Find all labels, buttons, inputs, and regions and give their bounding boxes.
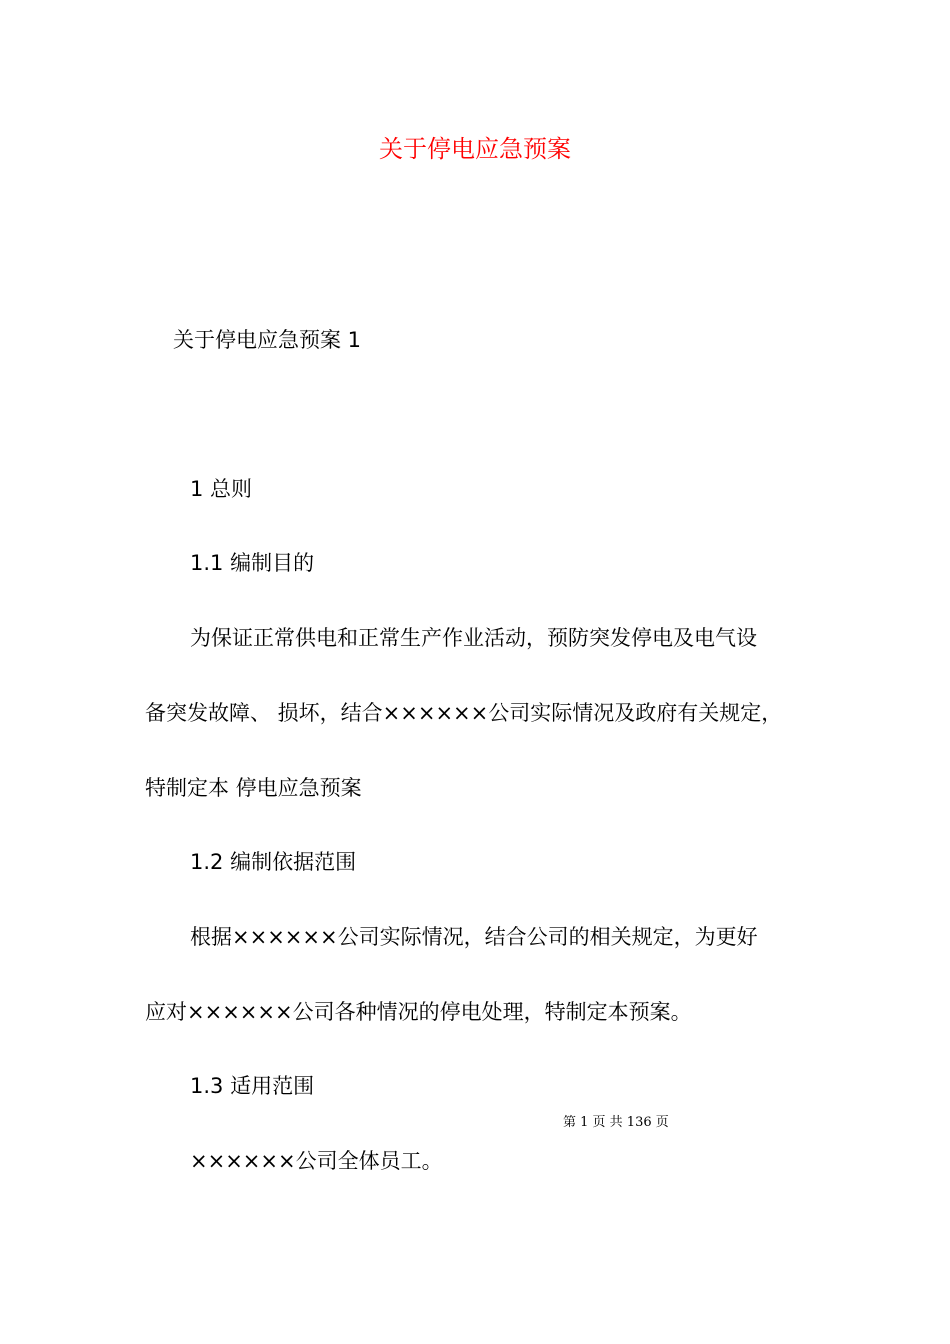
paragraph-line: 特制定本 停电应急预案 xyxy=(145,776,362,800)
section-heading: 关于停电应急预案 1 xyxy=(173,328,362,352)
paragraph-line: 备突发故障、 损坏，结合××××××公司实际情况及政府有关规定， xyxy=(145,701,783,725)
page-footer: 第 1 页 共 136 页 xyxy=(563,1115,669,1130)
paragraph-line: 为保证正常供电和正常生产作业活动，预防突发停电及电气设 xyxy=(190,626,757,650)
paragraph-line: 应对××××××公司各种情况的停电处理，特制定本预案。 xyxy=(145,1000,692,1024)
chapter-heading: 1 总则 xyxy=(190,477,253,501)
subsection-heading: 1.1 编制目的 xyxy=(190,551,315,575)
paragraph-line: ××××××公司全体员工。 xyxy=(190,1149,443,1173)
document-title: 关于停电应急预案 xyxy=(379,135,571,163)
paragraph-line: 根据××××××公司实际情况，结合公司的相关规定，为更好 xyxy=(190,925,758,949)
subsection-heading: 1.3 适用范围 xyxy=(190,1074,315,1098)
subsection-heading: 1.2 编制依据范围 xyxy=(190,850,357,874)
